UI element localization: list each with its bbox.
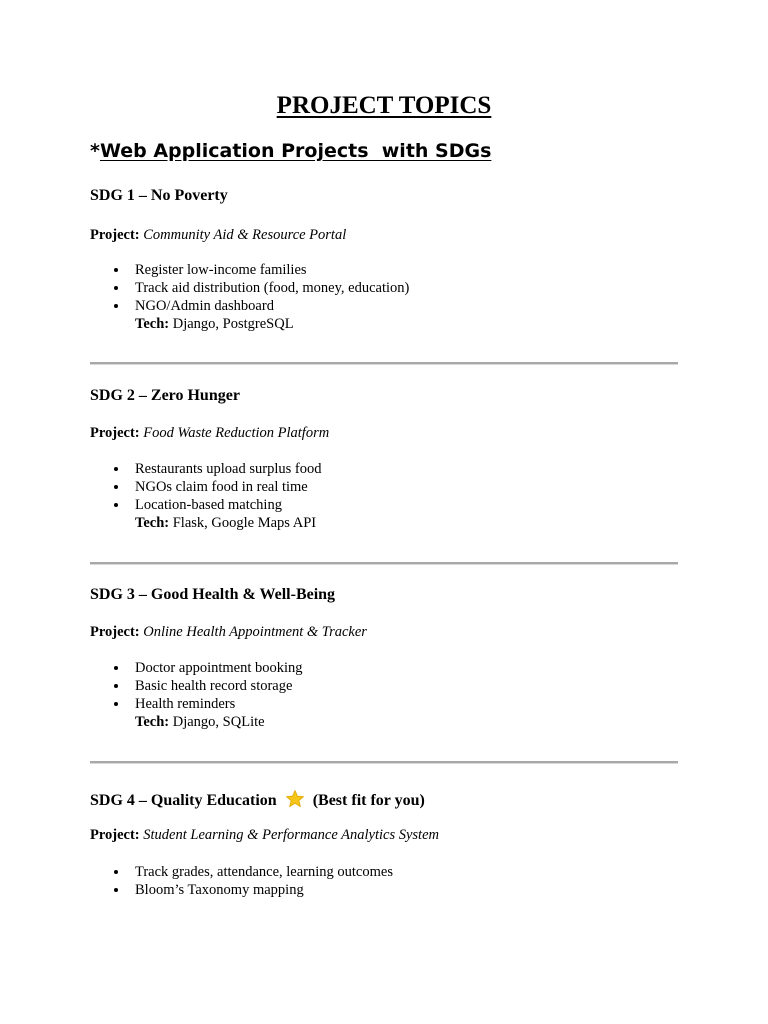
sdg-heading-suffix: (Best fit for you) <box>312 792 425 809</box>
tech-label: Tech: <box>135 714 170 730</box>
list-item: Location-based matching <box>90 496 321 514</box>
page-subtitle <box>90 140 491 162</box>
project-name: Online Health Appointment & Tracker <box>143 624 367 640</box>
bullet-list <box>90 460 321 514</box>
bullet-list <box>90 659 303 713</box>
project-line <box>90 827 439 844</box>
list-item: Track grades, attendance, learning outcomes <box>90 863 393 881</box>
bullet-list <box>90 261 409 315</box>
sdg-heading: SDG 2 – Zero Hunger <box>90 387 240 404</box>
tech-value: Django, SQLite <box>172 714 265 730</box>
tech-value: Flask, Google Maps API <box>172 515 317 531</box>
project-line <box>90 624 367 641</box>
project-name: Community Aid & Resource Portal <box>143 227 347 243</box>
subtitle-text: Web Application Projects with SDGs <box>99 140 492 162</box>
list-item: Track aid distribution (food, money, education) <box>90 279 409 297</box>
project-label: Project: <box>90 827 140 843</box>
subtitle-prefix: * <box>90 140 100 162</box>
list-item: Doctor appointment booking <box>90 659 303 677</box>
sdg-heading: SDG 3 – Good Health & Well-Being <box>90 586 336 603</box>
list-item: NGO/Admin dashboard <box>90 297 409 315</box>
section-divider <box>90 761 678 764</box>
tech-line <box>135 515 316 532</box>
tech-line <box>135 714 265 731</box>
project-line <box>90 425 329 442</box>
list-item: Basic health record storage <box>90 677 303 695</box>
bullet-list <box>90 863 393 899</box>
tech-value: Django, PostgreSQL <box>172 316 294 332</box>
list-item: Restaurants upload surplus food <box>90 460 321 478</box>
project-label: Project: <box>90 624 140 640</box>
page-title: PROJECT TOPICS <box>276 92 492 119</box>
section-divider <box>90 362 678 365</box>
sdg-heading <box>90 789 425 810</box>
tech-line <box>135 316 294 333</box>
section-divider <box>90 562 678 565</box>
list-item: Register low-income families <box>90 261 409 279</box>
project-line <box>90 227 346 244</box>
project-label: Project: <box>90 227 140 243</box>
project-name: Student Learning & Performance Analytics System <box>143 827 439 843</box>
tech-label: Tech: <box>135 515 170 531</box>
tech-label: Tech: <box>135 316 170 332</box>
project-name: Food Waste Reduction Platform <box>143 425 330 441</box>
list-item: Health reminders <box>90 695 303 713</box>
list-item: Bloom’s Taxonomy mapping <box>90 881 393 899</box>
sdg-heading-text: SDG 4 – Quality Education <box>90 792 277 809</box>
star-icon <box>285 789 305 809</box>
project-label: Project: <box>90 425 140 441</box>
list-item: NGOs claim food in real time <box>90 478 321 496</box>
sdg-heading: SDG 1 – No Poverty <box>90 187 228 204</box>
